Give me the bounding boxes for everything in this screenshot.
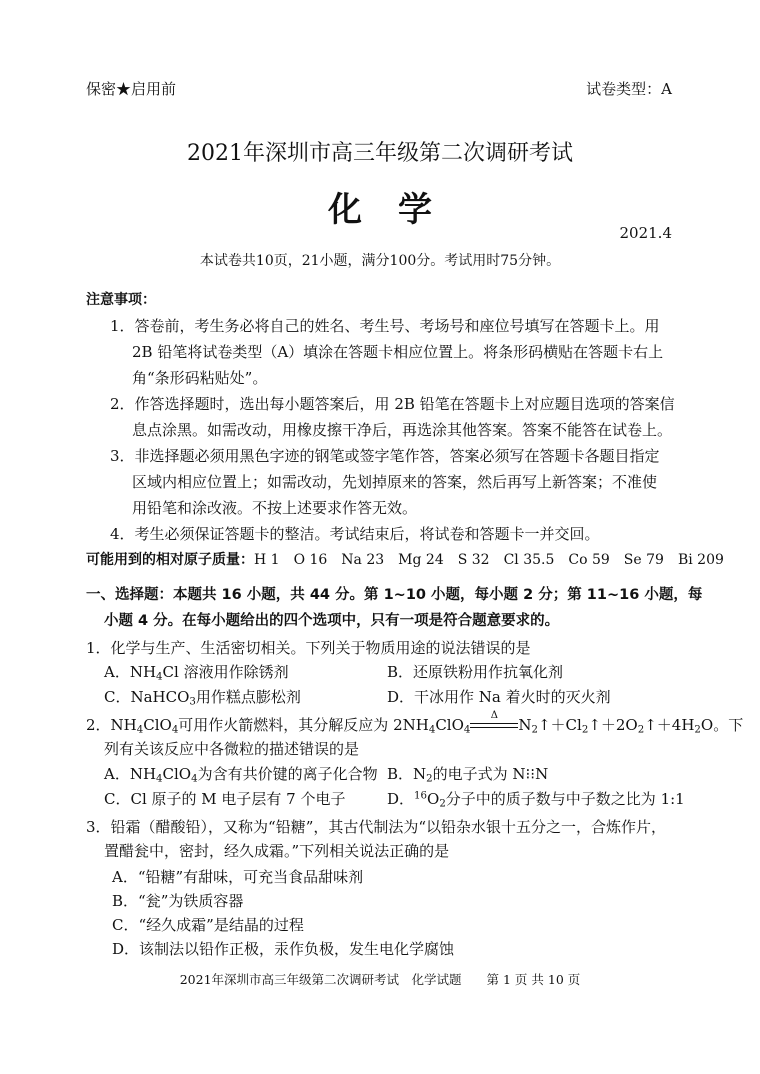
notice-line: 1．答卷前，考生务必将自己的姓名、考生号、考场号和座位号填写在答题卡上。用 [110, 317, 660, 335]
notice-line: 息点涂黑。如需改动，用橡皮擦干净后，再选涂其他答案。答案不能答在试卷上。 [132, 421, 673, 439]
q2-option-b: B．$N_2$的电子式为 N⁝⁝N [387, 765, 549, 785]
paper-type-label: 试卷类型：A [586, 80, 672, 98]
question-2-stem: 2．$NH_4ClO_4$可用作火箭燃料，其分解反应为 $2NH_4ClO_4$ Δ $N_2↑+Cl_2↑+2O_2↑+4H_2O$。下 [86, 710, 744, 736]
notice-heading: 注意事项： [86, 292, 156, 308]
atomic-masses-label: 可能用到的相对原子质量： [86, 552, 254, 568]
section-heading: 一、选择题：本题共 16 小题，共 44 分。第 1~10 小题，每小题 2 分；第 11~16 小题，每 [86, 587, 703, 603]
confidential-label: 保密★启用前 [86, 80, 177, 98]
notice-line: 用铅笔和涂改液。不按上述要求作答无效。 [132, 499, 418, 517]
exam-title: 2021年深圳市高三年级第二次调研考试 [187, 141, 573, 166]
question-1-stem: 1．化学与生产、生活密切相关。下列关于物质用途的说法错误的是 [86, 639, 531, 657]
question-2-stem-cont: 列有关该反应中各微粒的描述错误的是 [104, 740, 360, 758]
exam-date: 2021.4 [619, 224, 672, 242]
atomic-masses-values: H 1 O 16 Na 23 Mg 24 S 32 Cl 35.5 Co 59 Se 79 Bi 209 [254, 552, 724, 568]
question-3-stem: 3．铅霜（醋酸铅），又称为“铅糖”，其古代制法为“以铅杂水银十五分之一，合炼作片， [86, 818, 667, 836]
notice-line: 2．作答选择题时，选出每小题答案后，用 2B 铅笔在答题卡上对应题目选项的答案信 [110, 395, 675, 413]
page-footer: 2021年深圳市高三年级第二次调研考试 化学试题 第 1 页 共 10 页 [179, 972, 581, 987]
notice-line: 2B 铅笔将试卷类型（A）填涂在答题卡相应位置上。将条形码横贴在答题卡右上 [132, 343, 664, 361]
q1-option-c: C．NaHCO$_3$用作糕点膨松剂 [104, 688, 301, 708]
q1-option-a: A．$NH_4Cl$ 溶液用作除锈剂 [104, 663, 289, 683]
q1-option-b: B．还原铁粉用作抗氧化剂 [387, 663, 564, 681]
q3-option-a: A．“铅糖”有甜味，可充当食品甜味剂 [112, 868, 364, 886]
q2-option-c: C．Cl 原子的 M 电子层有 7 个电子 [104, 790, 346, 808]
exam-summary: 本试卷共10页，21小题，满分100分。考试用时75分钟。 [199, 253, 561, 269]
q1-option-d: D．干冰用作 Na 着火时的灭火剂 [387, 688, 611, 706]
section-heading-cont: 小题 4 分。在每小题给出的四个选项中，只有一项是符合题意要求的。 [104, 613, 560, 629]
notice-line: 3．非选择题必须用黑色字迹的钢笔或签字笔作答，答案必须写在答题卡各题目指定 [110, 447, 660, 465]
notice-line: 角“条形码粘贴处”。 [132, 369, 268, 387]
q2-option-a: A．$NH_4ClO_4$为含有共价键的离子化合物 [104, 765, 378, 785]
q3-option-b: B．“瓮”为铁质容器 [112, 892, 244, 910]
heat-equals-sign: Δ [470, 720, 518, 732]
notice-line: 区域内相应位置上；如需改动，先划掉原来的答案，然后再写上新答案；不准使 [132, 473, 658, 491]
q3-option-d: D．该制法以铅作正极，汞作负极，发生电化学腐蚀 [112, 940, 455, 958]
notice-line: 4．考生必须保证答题卡的整洁。考试结束后，将试卷和答题卡一并交回。 [110, 525, 600, 543]
q2-option-d: D．$^{16}O_2$分子中的质子数与中子数之比为 1:1 [387, 790, 685, 810]
q3-option-c: C．“经久成霜”是结晶的过程 [112, 916, 304, 934]
subject-title: 化学 [328, 190, 468, 230]
question-3-stem-cont: 置醋瓮中，密封，经久成霜。”下列相关说法正确的是 [104, 842, 450, 860]
atomic-masses [86, 549, 724, 569]
